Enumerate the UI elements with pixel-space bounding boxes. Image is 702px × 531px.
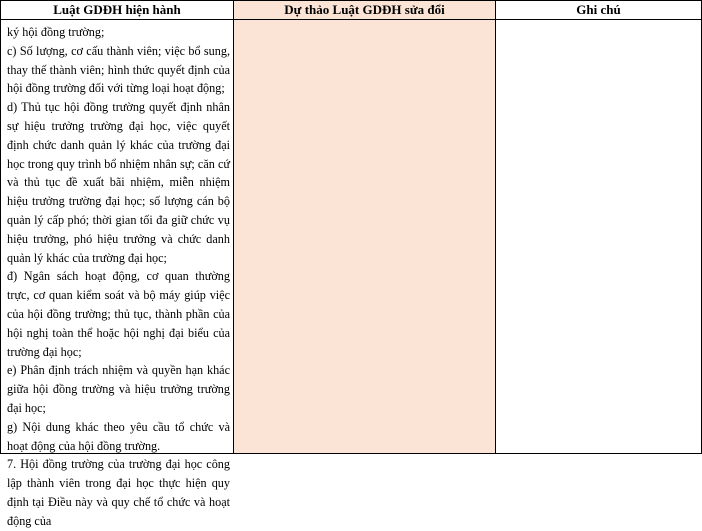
header-current-law: Luật GDĐH hiện hành <box>1 1 234 20</box>
current-law-cell <box>1 20 234 528</box>
header-row <box>1 1 702 20</box>
current-law-text <box>1 20 233 528</box>
header-notes: Ghi chú <box>496 1 702 20</box>
paragraph: ký hội đồng trường; <box>7 25 105 39</box>
paragraph: đ) Ngân sách hoạt động, cơ quan thường trực, cơ quan kiểm soát và bộ máy giúp việc của hội đồng trường; thủ tục, thành phần của hội nghị toàn thể hoặc hội nghị đại biểu của trường đại học; <box>7 269 230 359</box>
draft-law-cell <box>234 20 496 454</box>
paragraph: e) Phân định trách nhiệm và quyền hạn khác giữa hội đồng trường và hiệu trưởng trường đại học; <box>7 363 230 415</box>
paragraph: c) Số lượng, cơ cấu thành viên; việc bổ sung, thay thế thành viên; hình thức quyết định của hội đồng trường đối với từng loại hoạt động; <box>7 43 230 96</box>
paragraph: g) Nội dung khác theo yêu cầu tổ chức và hoạt động của hội đồng trường. <box>7 419 230 453</box>
notes-cell <box>496 20 702 454</box>
header-draft-law: Dự thảo Luật GDĐH sửa đổi <box>234 1 496 20</box>
paragraph: 7. Hội đồng trường của trường đại học công lập thành viên trong đại học thực hiện quy định tại Điều này và quy chế tổ chức và hoạt động của <box>7 457 230 528</box>
paragraph: d) Thủ tục hội đồng trường quyết định nhân sự hiệu trưởng trường đại học, việc quyết định chức danh quản lý khác của trường đại học trong quy trình bổ nhiệm nhân sự; căn cứ và thủ tục đề xuất bãi nhiệm, miễn nhiệm hiệu trưởng trường đại học; số lượng cán bộ quản lý cấp phó; thời gian tối đa giữ chức vụ hiệu trưởng, phó hiệu trưởng và chức danh quản lý khác của trường đại học; <box>7 100 230 265</box>
content-row <box>1 20 702 454</box>
